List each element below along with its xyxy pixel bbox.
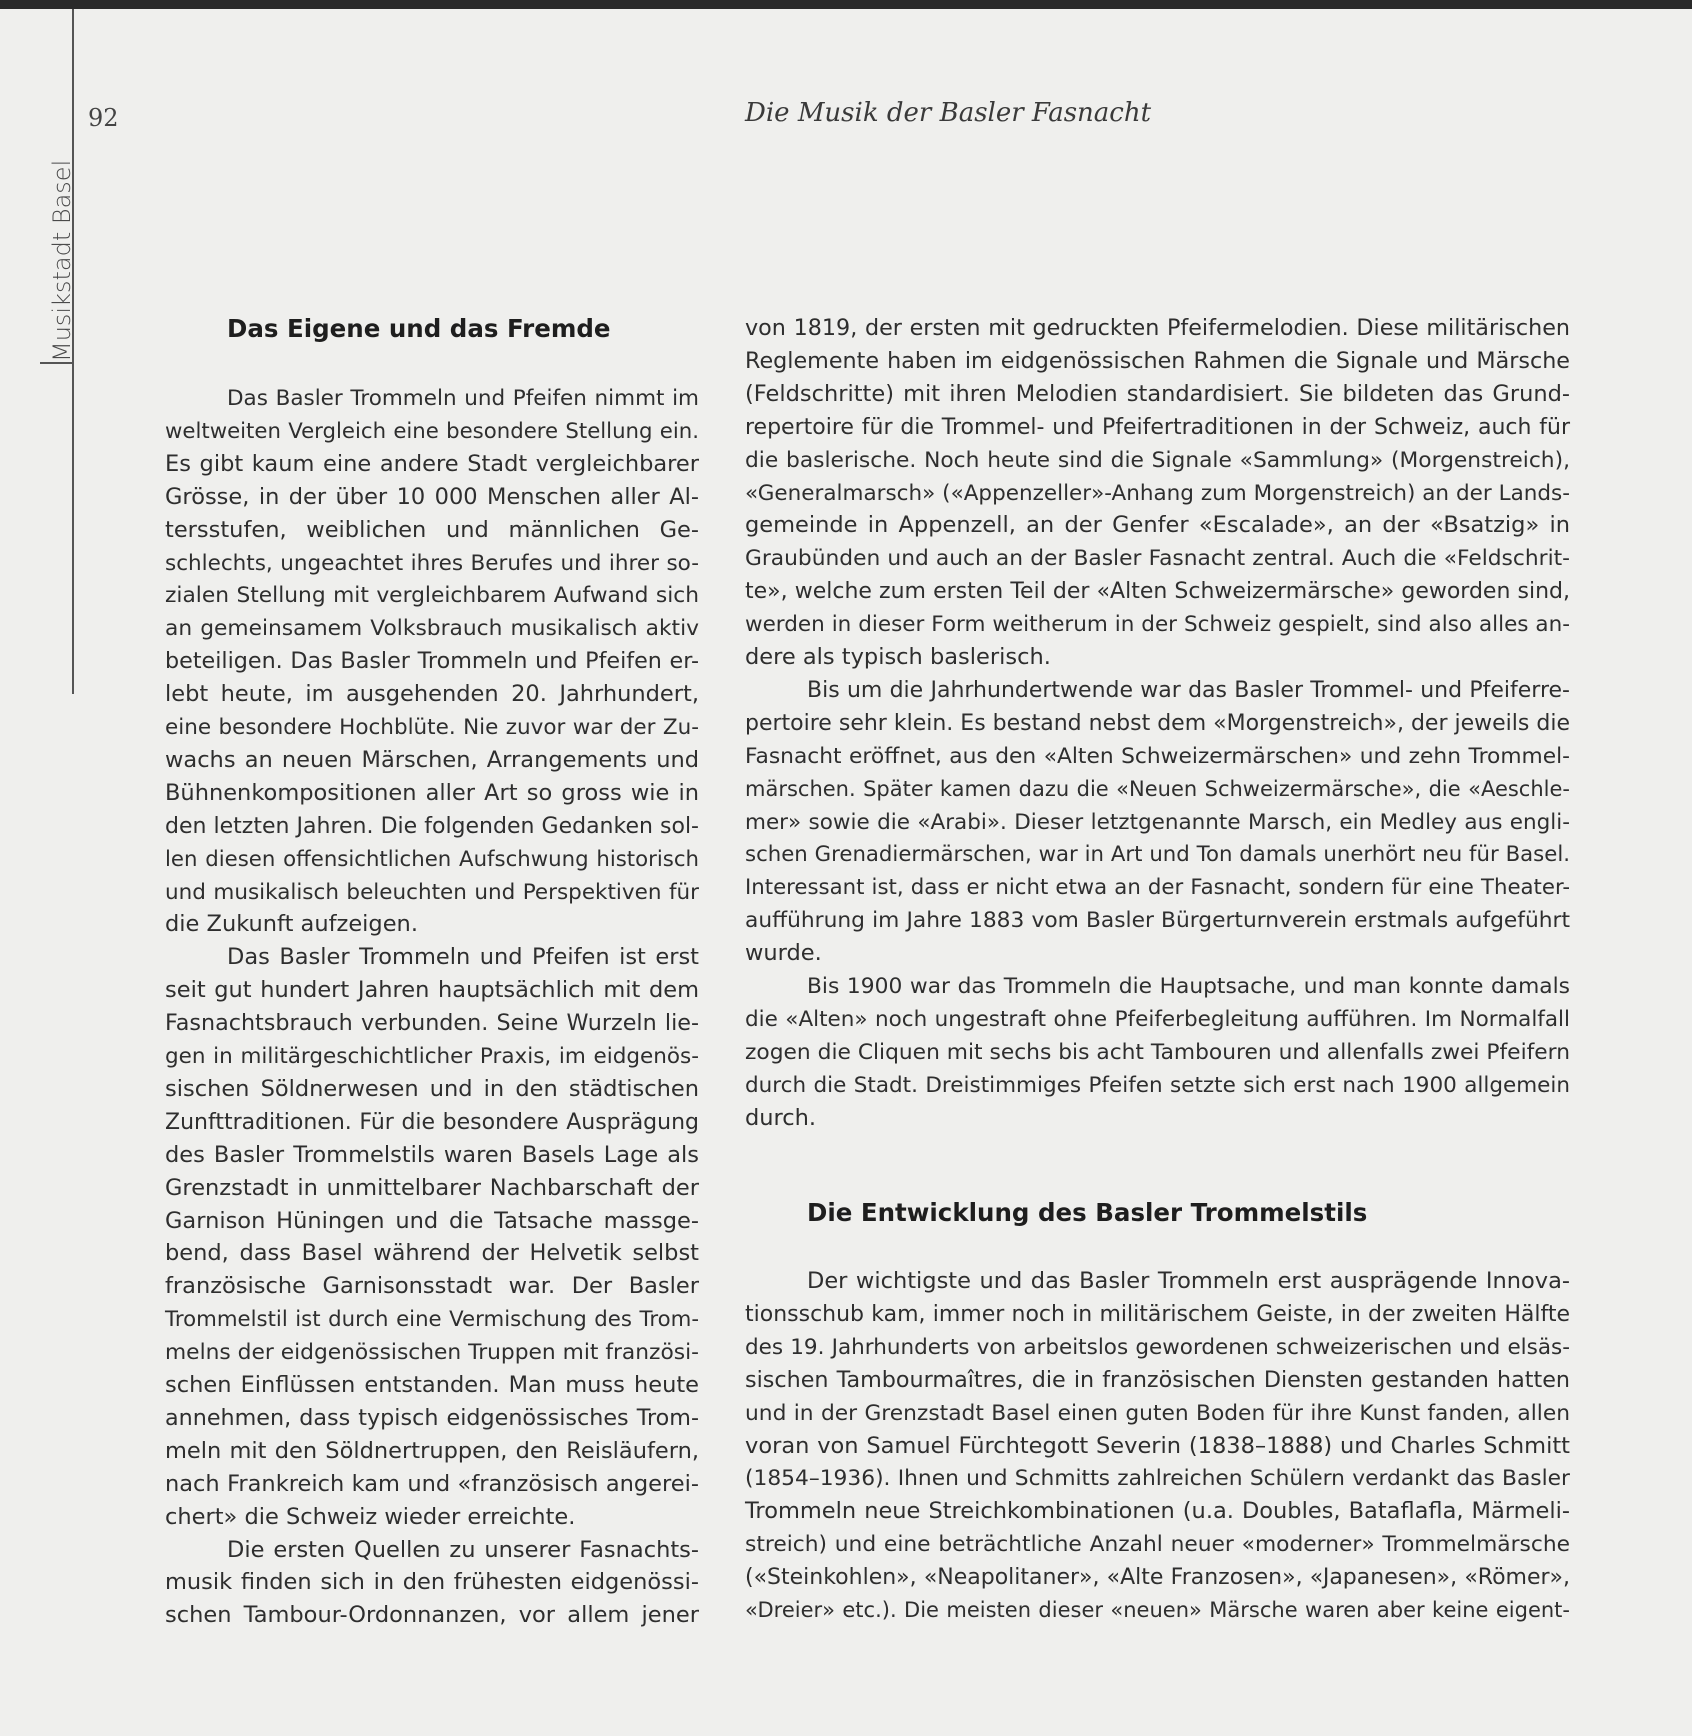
text-line: melns der eidgenössischen Truppen mit französi-: [165, 1340, 699, 1366]
text-line: Graubünden und auch an der Basler Fasnacht zentral. Auch die «Feldschrit-: [745, 546, 1570, 572]
text-line: streich) und eine beträchtliche Anzahl neuer «moderner» Trommelmärsche: [745, 1532, 1570, 1558]
text-line: werden in dieser Form weitherum in der Schweiz gespielt, sind also alles an-: [745, 612, 1570, 638]
text-line: meln mit den Söldnertruppen, den Reisläufern,: [165, 1437, 699, 1464]
text-line: tionsschub kam, immer noch in militärischem Geiste, in der zweiten Hälfte: [745, 1301, 1570, 1327]
section-heading-entwicklung: Die Entwicklung des Basler Trommelstils: [807, 1198, 1368, 1227]
text-line: (Feldschritte) mit ihren Melodien standardisiert. Sie bildeten das Grund-: [745, 380, 1570, 407]
text-line: Grenzstadt in unmittelbarer Nachbarschaft der: [165, 1174, 699, 1201]
text-line: len diesen offensichtlichen Aufschwung historisch: [165, 846, 699, 872]
text-line: «Dreier» etc.). Die meisten dieser «neuen» Märsche waren aber keine eigent-: [745, 1598, 1570, 1622]
scan-top-border: [0, 0, 1692, 9]
text-line: Zunfttraditionen. Für die besondere Ausprägung: [165, 1109, 699, 1135]
text-line: Interessant ist, dass er nicht etwa an der Fasnacht, sondern für eine Theater-: [745, 875, 1570, 901]
text-line: voran von Samuel Fürchtegott Severin (1838–1888) und Charles Schmitt: [745, 1432, 1570, 1459]
text-line: te», welche zum ersten Teil der «Alten Schweizermärsche» geworden sind,: [745, 579, 1570, 605]
text-line: von 1819, der ersten mit gedruckten Pfeifermelodien. Diese militärischen: [745, 315, 1570, 341]
text-line: pertoire sehr klein. Es bestand nebst dem «Morgenstreich», der jeweils die: [745, 710, 1570, 736]
text-line: lebt heute, im ausgehenden 20. Jahrhundert,: [165, 681, 699, 708]
text-line: «Generalmarsch» («Appenzeller»-Anhang zum Morgenstreich) an der Lands-: [745, 480, 1570, 506]
text-line: Der wichtigste und das Basler Trommeln erst ausprägende Innova-: [807, 1268, 1570, 1294]
text-line: gemeinde in Appenzell, an der Genfer «Escalade», an der «Bsatzig» in: [745, 512, 1570, 539]
text-line: Fasnachtsbrauch verbunden. Seine Wurzeln lie-: [165, 1010, 699, 1037]
text-line: schlechts, ungeachtet ihres Berufes und ihrer so-: [165, 550, 699, 576]
text-line: beteiligen. Das Basler Trommeln und Pfeifen er-: [165, 648, 699, 675]
text-line: chert» die Schweiz wieder erreichte.: [165, 1503, 576, 1530]
text-line: repertoire für die Trommel- und Pfeifertraditionen in der Schweiz, auch für: [745, 414, 1570, 440]
text-line: durch.: [745, 1104, 817, 1131]
text-line: bend, dass Basel während der Helvetik selbst: [165, 1240, 699, 1267]
text-line: schen Tambour-Ordonnanzen, vor allem jener: [165, 1602, 699, 1629]
text-line: wachs an neuen Märschen, Arrangements und: [165, 746, 699, 773]
text-line: («Steinkohlen», «Neapolitaner», «Alte Franzosen», «Japanesen», «Römer»,: [745, 1565, 1570, 1591]
text-line: Die ersten Quellen zu unserer Fasnachts-: [227, 1536, 699, 1563]
text-line: gen in militärgeschichtlicher Praxis, im eidgenös-: [165, 1044, 699, 1069]
text-line: Trommeln neue Streichkombinationen (u.a. Doubles, Bataflafla, Märmeli-: [745, 1498, 1570, 1525]
text-line: dere als typisch baslerisch.: [745, 644, 1051, 670]
text-line: und in der Grenzstadt Basel einen guten Boden für ihre Kunst fanden, allen: [745, 1400, 1570, 1426]
text-line: Garnison Hüningen und die Tatsache massge-: [165, 1207, 699, 1234]
text-line: musik finden sich in den frühesten eidgenössi-: [165, 1569, 699, 1596]
text-line: Das Basler Trommeln und Pfeifen nimmt im: [227, 386, 699, 411]
text-line: des Basler Trommelstils waren Basels Lage als: [165, 1141, 699, 1168]
text-line: Trommelstil ist durch eine Vermischung des Trom-: [165, 1307, 699, 1333]
side-label: Musikstadt Basel: [48, 159, 76, 362]
text-line: sischen Söldnerwesen und in den städtischen: [165, 1075, 699, 1102]
text-line: die «Alten» noch ungestraft ohne Pfeiferbegleitung aufführen. Im Normalfall: [745, 1006, 1570, 1032]
text-line: Fasnacht eröffnet, aus den «Alten Schweizermärschen» und zehn Trommel-: [745, 743, 1570, 769]
section-heading-eigene: Das Eigene und das Fremde: [227, 314, 611, 343]
text-line: die Zukunft aufzeigen.: [165, 911, 418, 938]
text-line: Das Basler Trommeln und Pfeifen ist erst: [227, 944, 699, 971]
text-line: aufführung im Jahre 1883 vom Basler Bürgerturnverein erstmals aufgeführt: [745, 908, 1570, 934]
text-line: Es gibt kaum eine andere Stadt vergleichbarer: [165, 450, 699, 477]
text-line: schen Grenadiermärschen, war in Art und Ton damals unerhört neu für Basel.: [745, 842, 1570, 868]
page-number: 92: [88, 104, 119, 132]
text-line: an gemeinsamem Volksbrauch musikalisch aktiv: [165, 616, 699, 642]
text-line: zialen Stellung mit vergleichbarem Aufwand sich: [165, 583, 699, 609]
text-line: den letzten Jahren. Die folgenden Gedanken sol-: [165, 813, 699, 839]
side-label-rule: [40, 362, 72, 364]
text-line: annehmen, dass typisch eidgenössisches Trom-: [165, 1404, 699, 1431]
text-line: wurde.: [745, 940, 822, 967]
text-line: zogen die Cliquen mit sechs bis acht Tambouren und allenfalls zwei Pfeifern: [745, 1039, 1570, 1065]
text-line: die baslerische. Noch heute sind die Signale «Sammlung» (Morgenstreich),: [745, 447, 1570, 473]
text-line: Grösse, in der über 10 000 Menschen aller Al-: [165, 483, 699, 510]
text-line: seit gut hundert Jahren hauptsächlich mit dem: [165, 977, 699, 1004]
text-line: märschen. Später kamen dazu die «Neuen Schweizermärsche», die «Aeschle-: [745, 776, 1570, 801]
running-head: Die Musik der Basler Fasnacht: [745, 98, 1152, 128]
text-line: durch die Stadt. Dreistimmiges Pfeifen setzte sich erst nach 1900 allgemein: [745, 1072, 1570, 1098]
text-line: sischen Tambourmaîtres, die in französischen Diensten gestanden hatten: [745, 1366, 1570, 1393]
text-line: des 19. Jahrhunderts von arbeitslos gewordenen schweizerischen und elsäs-: [745, 1334, 1570, 1360]
text-line: Bis um die Jahrhundertwende war das Basler Trommel- und Pfeiferre-: [807, 677, 1570, 703]
text-line: Bühnenkompositionen aller Art so gross wie in: [165, 779, 699, 806]
text-line: schen Einflüssen entstanden. Man muss heute: [165, 1372, 699, 1398]
text-line: französische Garnisonsstadt war. Der Basler: [165, 1273, 699, 1300]
text-line: nach Frankreich kam und «französisch angerei-: [165, 1470, 699, 1497]
text-line: eine besondere Hochblüte. Nie zuvor war der Zu-: [165, 715, 699, 740]
text-line: und musikalisch beleuchten und Perspektiven für: [165, 879, 699, 905]
text-line: mer» sowie die «Arabi». Dieser letztgenannte Marsch, ein Medley aus engli-: [745, 809, 1570, 835]
text-line: tersstufen, weiblichen und männlichen Ge-: [165, 516, 699, 543]
text-line: Bis 1900 war das Trommeln die Hauptsache, und man konnte damals: [807, 974, 1570, 999]
text-line: (1854–1936). Ihnen und Schmitts zahlreichen Schülern verdankt das Basler: [745, 1466, 1570, 1492]
text-line: weltweiten Vergleich eine besondere Stellung ein.: [165, 418, 699, 444]
text-line: Reglemente haben im eidgenössischen Rahmen die Signale und Märsche: [745, 347, 1570, 374]
